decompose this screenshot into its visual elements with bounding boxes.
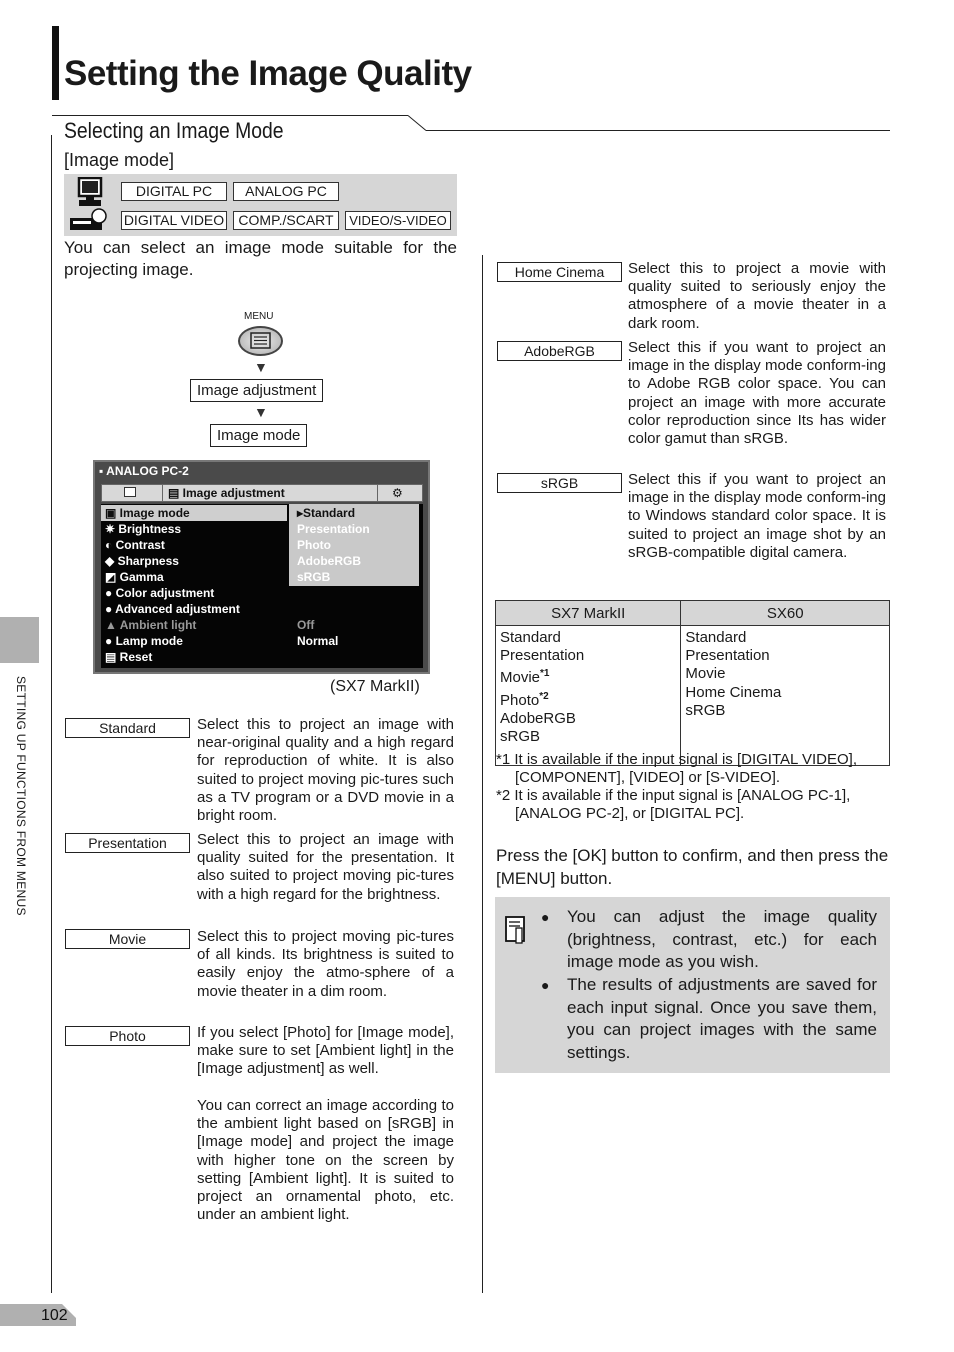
mode-label-movie: Movie — [65, 929, 190, 949]
footnote-1: *1 It is available if the input signal is [DIGITAL VIDEO], [COMPONENT], [VIDEO] or [S-VIDEO]. — [496, 751, 857, 786]
source-analog-pc: ANALOG PC — [233, 182, 339, 201]
osd-item: ◩ Gamma — [105, 570, 164, 584]
osd-item: ▤ Reset — [105, 650, 153, 664]
tip-box — [495, 897, 890, 1073]
mode-desc-srgb: Select this if you want to project an image in the display mode conform-ing to Windows standard color space. It is suited to project an image shot by an sRGB-compatible digital camera. — [628, 471, 886, 561]
osd-item: ▲ Ambient light — [105, 618, 197, 632]
osd-tabs — [101, 484, 423, 502]
table-header: SX7 MarkII — [496, 601, 681, 626]
source-comp-scart: COMP./SCART — [233, 211, 339, 230]
mode-label-home-cinema: Home Cinema — [497, 262, 622, 282]
osd-option: ▸Standard — [297, 506, 356, 520]
osd-item: ● Lamp mode — [105, 634, 183, 648]
source-video-svideo: VIDEO/S-VIDEO — [345, 211, 451, 230]
mode-tag: [Image mode] — [64, 150, 175, 170]
note-icon — [504, 915, 528, 945]
osd-item: ✷ Brightness — [105, 522, 182, 536]
tip-item: ● You can adjust the image quality (brightness, contrast, etc.) for each image mode as you wish. — [567, 906, 877, 974]
down-arrow-icon: ▼ — [254, 404, 268, 420]
menu-button-label: MENU — [244, 311, 274, 322]
menu-list-icon — [240, 328, 281, 354]
page-number: 102 — [41, 1307, 68, 1324]
osd-item: ◆ Sharpness — [105, 554, 179, 568]
mode-desc-presentation: Select this to project an image with quality suited for the presentation. It also suited to project moving pic-tures with a high regard for the brightness. — [197, 831, 454, 903]
mode-desc-home-cinema: Select this to project a movie with quality suited to seriously enjoy the atmosphere of a movie theater in a dark room. — [628, 260, 886, 332]
osd-item: ▣ Image mode — [105, 506, 190, 520]
menu-button-icon — [238, 326, 283, 356]
page-title: Setting the Image Quality — [64, 54, 472, 93]
table-header: SX60 — [681, 601, 890, 626]
mode-desc-movie: Select this to project moving pic-tures of all kinds. Its brightness is suited to easily enjoy the atmo-sphere of a movie theater in a dim room. — [197, 928, 454, 1000]
flow-image-adjustment: Image adjustment — [190, 379, 323, 402]
source-digital-pc: DIGITAL PC — [121, 182, 227, 201]
osd-option: Presentation — [297, 522, 370, 536]
osd-settings-icon: ⚙ — [392, 486, 403, 500]
video-device-icon — [68, 208, 110, 234]
mode-label-srgb: sRGB — [497, 473, 622, 493]
osd-item: ◐ Contrast — [105, 538, 165, 552]
osd-menu-screenshot — [93, 460, 430, 674]
osd-item: ● Color adjustment — [105, 586, 215, 600]
osd-header: ▪ ANALOG PC-2 — [99, 464, 189, 478]
mode-label-adobergb: AdobeRGB — [497, 341, 622, 361]
intro-text: You can select an image mode suitable for the projecting image. — [64, 238, 457, 279]
source-digital-video: DIGITAL VIDEO — [121, 211, 227, 230]
osd-option: AdobeRGB — [297, 554, 361, 568]
osd-ambient-value: Off — [297, 618, 315, 632]
mode-desc-photo: If you select [Photo] for [Image mode], make sure to set [Ambient light] in the [Image adjustment] as well. — [197, 1024, 454, 1078]
sx7-modes-cell: Standard Presentation Movie$^{*1}$ Photo$^{*2}$ AdobeRGB sRGB — [496, 626, 681, 766]
section-title: Selecting an Image Mode — [64, 118, 284, 143]
chapter-tab — [0, 617, 39, 663]
left-margin-line — [51, 135, 52, 1293]
mode-label-photo: Photo — [65, 1026, 190, 1046]
mode-desc-adobergb: Select this if you want to project an image in the display mode conform-ing to Adobe RGB color space. You can project an image with more accurate color reproduction since Its has wider color gamut than sRGB. — [628, 339, 886, 448]
computer-icon — [76, 177, 104, 207]
tip-item: ● The results of adjustments are saved for each input signal. Once you save them, you can project images with the same settings. — [567, 974, 877, 1064]
confirm-text: Press the [OK] button to confirm, and then press the [MENU] button. — [496, 846, 889, 888]
osd-tab-icon — [124, 487, 136, 497]
osd-caption: (SX7 MarkII) — [330, 678, 420, 695]
osd-body — [101, 504, 423, 668]
mode-label-presentation: Presentation — [65, 833, 190, 853]
mode-label-standard: Standard — [65, 718, 190, 738]
mode-desc-photo-2: You can correct an image according to the ambient light based on [sRGB] in [Image mode] and project the image with higher tone on the screen by setting [Ambient light]. It is suited to project an ornamental photo, etc. under an ambient light. — [197, 1097, 454, 1224]
page-number-tab — [0, 1304, 76, 1326]
input-source-box — [64, 174, 457, 236]
column-divider — [482, 255, 483, 1293]
flow-image-mode: Image mode — [210, 424, 307, 447]
osd-tab-label: ▤ Image adjustment — [168, 486, 285, 500]
osd-option: Photo — [297, 538, 331, 552]
chapter-side-label: SETTING UP FUNCTIONS FROM MENUS — [14, 676, 28, 916]
osd-option: sRGB — [297, 570, 331, 584]
down-arrow-icon: ▼ — [254, 359, 268, 375]
mode-desc-standard: Select this to project an image with near-original quality and a high regard for reproduction of white. It is also suited to project moving pic-tures such as a TV program or a DVD movie in a bright room. — [197, 716, 454, 825]
title-bar — [52, 26, 59, 100]
model-comparison-table — [495, 600, 890, 766]
osd-lamp-value: Normal — [297, 634, 339, 648]
osd-item: ● Advanced adjustment — [105, 602, 240, 616]
footnote-2: *2 It is available if the input signal is [ANALOG PC-1], [ANALOG PC-2], or [DIGITAL PC]. — [496, 787, 851, 822]
sx60-modes-cell: Standard Presentation Movie Home Cinema sRGB — [681, 626, 890, 766]
